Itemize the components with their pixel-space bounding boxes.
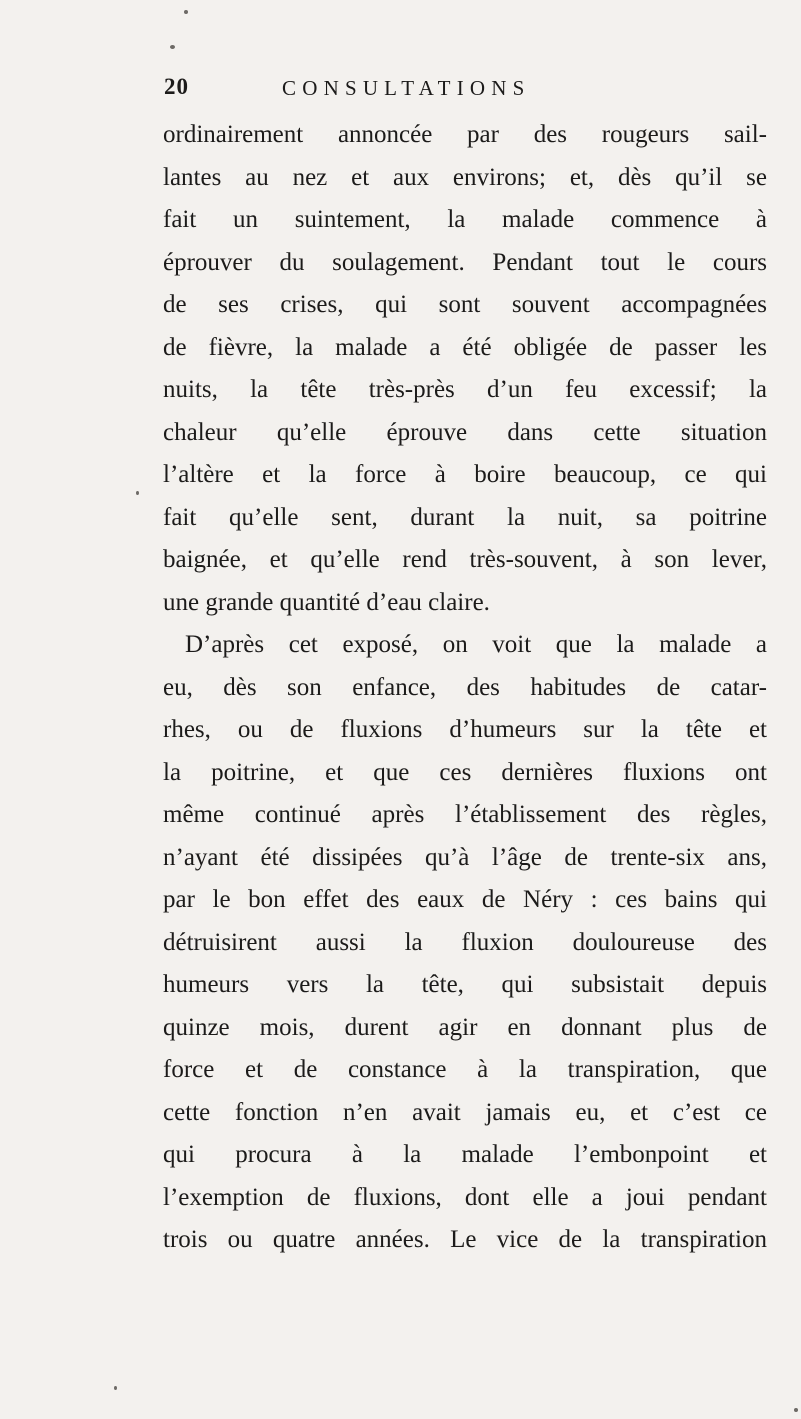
text-line: la poitrine, et que ces dernières fluxions ont	[163, 758, 767, 786]
text-line: nuits, la tête très-près d’un feu excessif; la	[163, 376, 767, 403]
text-line: l’altère et la force à boire beaucoup, ce qui	[163, 461, 767, 488]
text-line: n’ayant été dissipées qu’à l’âge de trente-six ans,	[163, 843, 767, 871]
text-line: lantes au nez et aux environs; et, dès qu’il se	[163, 163, 767, 191]
text-line: quinze mois, durent agir en donnant plus de	[163, 1013, 767, 1041]
body-text	[163, 114, 767, 1262]
text-line: eu, dès son enfance, des habitudes de catar-	[163, 673, 767, 701]
running-head: CONSULTATIONS	[282, 76, 531, 100]
text-line: détruisirent aussi la fluxion douloureuse des	[163, 928, 767, 956]
text-line: même continué après l’établissement des règles,	[163, 801, 767, 828]
text-line: fait un suintement, la malade commence à	[163, 206, 767, 233]
paper-speck	[794, 1408, 798, 1412]
text-line: trois ou quatre années. Le vice de la transpiration	[163, 1226, 767, 1253]
text-line: force et de constance à la transpiration, que	[163, 1056, 767, 1083]
paper-speck	[170, 45, 175, 49]
text-line: cette fonction n’en avait jamais eu, et c’est ce	[163, 1098, 767, 1126]
text-line: de ses crises, qui sont souvent accompagnées	[163, 291, 767, 318]
paper-speck	[184, 10, 188, 14]
paragraph-start-line: D’après cet exposé, on voit que la malade a	[185, 631, 767, 658]
text-line: éprouver du soulagement. Pendant tout le cours	[163, 248, 767, 276]
text-line: chaleur qu’elle éprouve dans cette situation	[163, 418, 767, 446]
paper-speck	[136, 491, 139, 495]
text-line: l’exemption de fluxions, dont elle a joui pendant	[163, 1183, 767, 1211]
text-line: ordinairement annoncée par des rougeurs sail-	[163, 121, 767, 148]
text-line: baignée, et qu’elle rend très-souvent, à son lever,	[163, 546, 767, 573]
text-line: humeurs vers la tête, qui subsistait depuis	[163, 971, 767, 998]
text-line: de fièvre, la malade a été obligée de passer les	[163, 333, 767, 361]
paper-speck	[114, 1386, 117, 1390]
page-number: 20	[164, 74, 189, 99]
text-line: rhes, ou de fluxions d’humeurs sur la tête et	[163, 716, 767, 743]
text-line: qui procura à la malade l’embonpoint et	[163, 1141, 767, 1168]
page-header	[164, 74, 764, 106]
text-line: fait qu’elle sent, durant la nuit, sa poitrine	[163, 503, 767, 531]
paragraph-end-line: une grande quantité d’eau claire.	[163, 588, 490, 616]
text-line: par le bon effet des eaux de Néry : ces bains qui	[163, 886, 767, 913]
